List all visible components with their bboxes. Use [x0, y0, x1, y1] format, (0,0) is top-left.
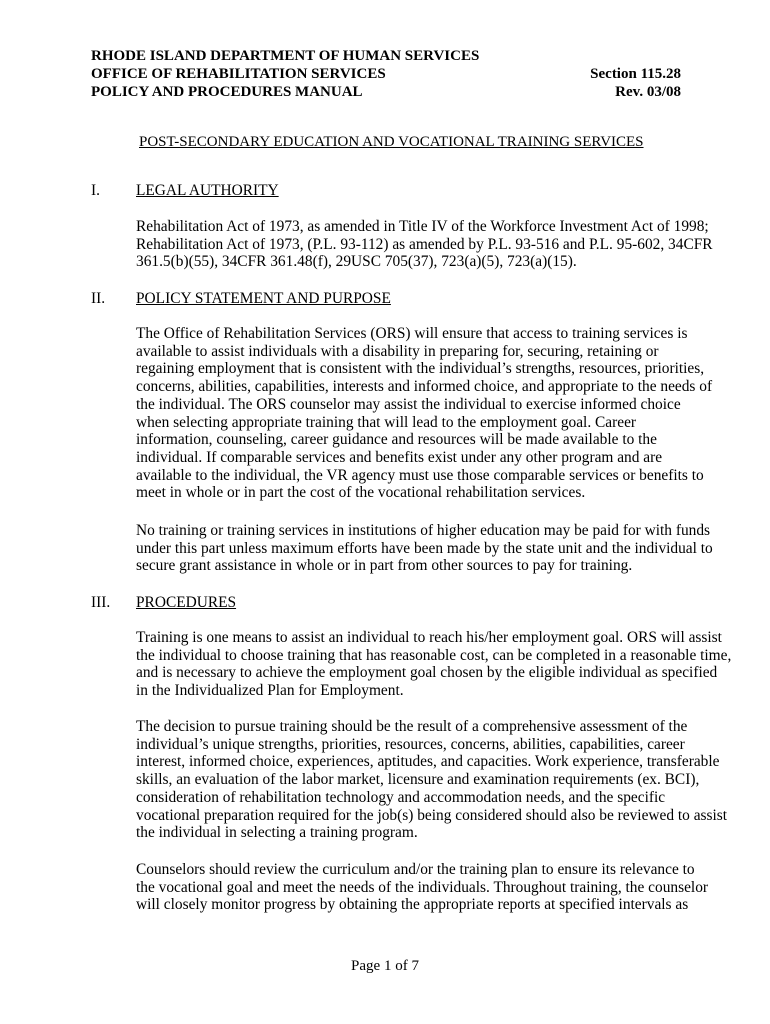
paragraph-line: and is necessary to achieve the employment goal chosen by the eligible individual as specified	[136, 664, 718, 682]
paragraph-line: Rehabilitation Act of 1973, (P.L. 93-112) as amended by P.L. 93-516 and P.L. 95-602, 34CFR	[136, 235, 713, 253]
paragraph-line: available to assist individuals with a disability in preparing for, securing, retaining or	[136, 342, 659, 360]
section-numeral: II.	[91, 290, 106, 307]
paragraph-line: vocational preparation required for the job(s) being considered should also be reviewed to assist	[136, 806, 728, 824]
procedures-paragraph-3	[136, 861, 709, 914]
procedures-paragraph-2	[136, 718, 728, 842]
paragraph-line: when selecting appropriate training that will lead to the employment goal. Career	[136, 413, 637, 431]
paragraph-line: No training or training services in institutions of higher education may be paid for with funds	[136, 522, 711, 539]
manual-name: POLICY AND PROCEDURES MANUAL	[91, 84, 363, 100]
header-row-3	[91, 83, 681, 101]
paragraph-line: consideration of rehabilitation technology and accommodation needs, and the specific	[136, 788, 666, 806]
paragraph-line: individual’s unique strengths, priorities, resources, concerns, abilities, capabilities, career	[136, 735, 685, 753]
paragraph-line: the individual to choose training that has reasonable cost, can be completed in a reasonable time,	[136, 646, 732, 664]
paragraph-line: The Office of Rehabilitation Services (ORS) will ensure that access to training services is	[136, 325, 688, 342]
paragraph-line: the vocational goal and meet the needs of the individuals. Throughout training, the counselor	[136, 878, 709, 896]
section-heading-text: POLICY STATEMENT AND PURPOSE	[136, 290, 391, 307]
paragraph-line: in the Individualized Plan for Employment.	[136, 682, 404, 700]
paragraph-line: available to the individual, the VR agency must use those comparable services or benefits to	[136, 466, 704, 484]
department-name: RHODE ISLAND DEPARTMENT OF HUMAN SERVICES	[91, 48, 480, 64]
policy-paragraph-2	[136, 522, 713, 575]
policy-paragraph-1	[136, 325, 713, 502]
paragraph-line: Rehabilitation Act of 1973, as amended in Title IV of the Workforce Investment Act of 1998;	[136, 218, 709, 235]
paragraph-line: the individual. The ORS counselor may assist the individual to exercise informed choice	[136, 395, 681, 413]
paragraph-line: meet in whole or in part the cost of the vocational rehabilitation services.	[136, 484, 586, 502]
paragraph-line: The decision to pursue training should be the result of a comprehensive assessment of the	[136, 718, 688, 735]
header-row-2	[91, 65, 681, 83]
paragraph-line: individual. If comparable services and benefits exist under any other program and are	[136, 448, 663, 466]
paragraph-line: regaining employment that is consistent with the individual’s strengths, resources, priorities,	[136, 360, 705, 378]
paragraph-line: skills, an evaluation of the labor market, licensure and examination requirements (ex. BCI),	[136, 771, 700, 789]
section-heading-text: LEGAL AUTHORITY	[136, 182, 279, 199]
document-header	[91, 47, 681, 101]
section-number: Section 115.28	[590, 66, 681, 82]
section-numeral: III.	[91, 594, 111, 611]
office-name: OFFICE OF REHABILITATION SERVICES	[91, 66, 386, 82]
header-row-1	[91, 47, 681, 65]
paragraph-line: under this part unless maximum efforts have been made by the state unit and the individual to	[136, 539, 713, 557]
page-number: Page 1 of 7	[351, 958, 419, 974]
paragraph-line: will closely monitor progress by obtaining the appropriate reports at specified intervals as	[136, 896, 689, 914]
legal-authority-paragraph	[136, 218, 713, 271]
section-numeral: I.	[91, 182, 100, 199]
paragraph-line: 361.5(b)(55), 34CFR 361.48(f), 29USC 705(37), 723(a)(5), 723(a)(15).	[136, 253, 577, 271]
paragraph-line: secure grant assistance in whole or in part from other sources to pay for training.	[136, 557, 633, 575]
paragraph-line: Training is one means to assist an individual to reach his/her employment goal. ORS will assist	[136, 629, 722, 646]
paragraph-line: information, counseling, career guidance and resources will be made available to the	[136, 431, 657, 449]
revision-date: Rev. 03/08	[615, 84, 681, 100]
paragraph-line: interest, informed choice, experiences, aptitudes, and capacities. Work experience, transferable	[136, 753, 720, 771]
paragraph-line: the individual in selecting a training program.	[136, 824, 418, 842]
section-heading-text: PROCEDURES	[136, 594, 237, 611]
document-title: POST-SECONDARY EDUCATION AND VOCATIONAL TRAINING SERVICES	[139, 134, 644, 150]
procedures-paragraph-1	[136, 629, 732, 700]
paragraph-line: concerns, abilities, capabilities, interests and informed choice, and appropriate to the needs of	[136, 378, 713, 396]
paragraph-line: Counselors should review the curriculum and/or the training plan to ensure its relevance to	[136, 861, 695, 878]
